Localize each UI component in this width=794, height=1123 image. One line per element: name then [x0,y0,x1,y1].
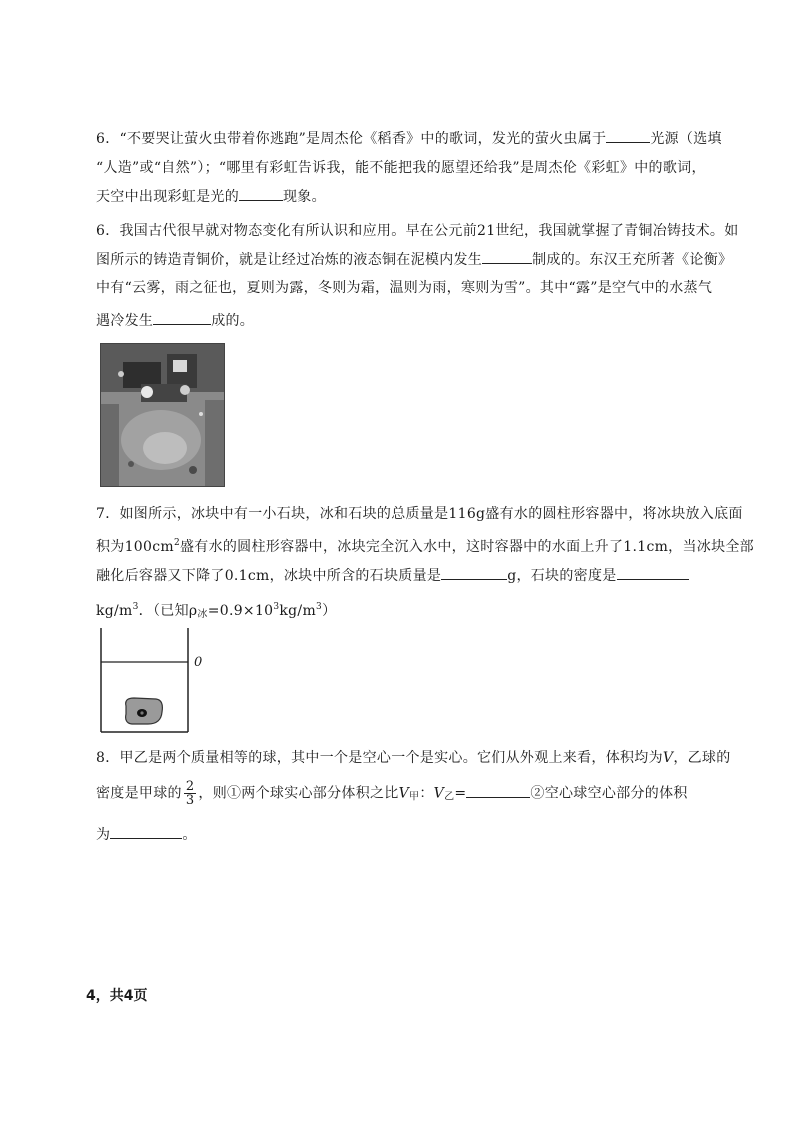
q6a-blank-1[interactable] [606,128,650,143]
beaker-label-o: 0 [194,655,203,670]
q6b-text: 遇冷发生 [96,313,154,329]
q8-text: 。 [182,827,197,843]
q7-blank-1[interactable] [441,565,507,580]
q7-superscript: 3 [273,602,280,612]
fraction-denominator: 3 [185,793,195,808]
q8-variable-v: V [662,750,674,766]
q6b-blank-1[interactable] [482,249,532,264]
q8-blank-1[interactable] [466,783,530,798]
q7-text: 7．如图所示，冰块中有一小石块，冰和石块的总质量是116g盛有水的圆柱形容器中，将冰块放入底面 [96,506,743,522]
q6a-text: “人造”或“自然”）；“哪里有彩虹告诉我，能不能把我的愿望还给我”是周杰伦《彩虹》中的歌词， [96,160,706,176]
q6b-text: 成的。 [211,313,255,329]
q6b-text: 制成的。东汉王充所著《论衡》 [532,252,733,268]
q6a-text: 光源（选填 [650,131,722,147]
q7-text: g，石块的密度是 [507,568,617,584]
fraction-numerator: 2 [185,779,195,794]
q8-text: ： [419,785,434,802]
q8-subscript: 甲 [409,791,420,803]
q8-text: ，乙球的 [673,750,731,766]
q7-text: 融化后容器又下降了0.1cm，冰块中所含的石块质量是 [96,568,442,584]
q8-line-3 [96,824,197,845]
q7-text: ．（已知ρ [138,603,198,619]
bronze-casting-image [101,344,224,486]
q6a-text: 天空中出现彩虹是光的 [96,189,239,205]
q7-superscript: 3 [316,602,323,612]
q8-line-2 [96,780,688,808]
q6b-text: 中有“云雾，雨之征也，夏则为露，冬则为霜，温则为雨，寒则为雪”。其中“露”是空气中的水蒸气 [96,280,713,296]
q8-blank-2[interactable] [110,824,182,839]
page-footer: 4，共4页 [86,988,148,1004]
q7-text: =0.9×10 [207,603,274,619]
q6a-line-2 [96,158,706,178]
q7-text: kg/m [279,603,317,619]
q8-text: ，则①两个球实心部分体积之比 [198,785,399,802]
beaker-diagram [98,628,218,734]
q6b-text: 6．我国古代很早就对物态变化有所认识和应用。早在公元前21世纪，我国就掌握了青铜冶铸技术。如 [96,223,739,239]
bronze-casting-photo [100,343,225,487]
q7-line-4 [96,597,336,625]
q6b-line-4 [96,310,254,331]
q7-text: 积为100cm [96,539,174,555]
q7-blank-2[interactable] [617,565,689,580]
q8-variable-v: V [398,785,410,802]
q6a-line-1 [96,128,722,149]
q7-subscript: 冰 [197,609,208,620]
q7-superscript: 3 [132,602,139,612]
q6a-text: 现象。 [283,189,326,205]
q6a-line-3 [96,186,326,207]
q6b-line-3 [96,278,712,298]
q6b-text: 图所示的铸造青铜价，就是让经过冶炼的液态铜在泥模内发生 [96,252,483,268]
q7-text: 盛有水的圆柱形容器中，冰块完全沉入水中，这时容器中的水面上升了1.1cm，当冰块全部 [179,539,754,555]
beaker-drawing [98,628,218,734]
q7-line-1 [96,504,743,524]
q6b-line-2 [96,249,732,270]
q6b-line-1 [96,221,739,241]
q7-superscript: 2 [173,538,180,548]
q8-text: = [454,785,467,802]
q7-line-3 [96,565,689,586]
q7-text: kg/m [96,603,133,619]
q8-subscript: 乙 [444,791,455,803]
q8-text: ②空心球空心部分的体积 [530,785,688,802]
q6a-text: 6．“不要哭让萤火虫带着你逃跑”是周杰伦《稻香》中的歌词，发光的萤火虫属于 [96,131,607,147]
q8-text: 密度是甲球的 [96,785,182,802]
q8-line-1 [96,748,731,768]
q8-variable-v: V [433,785,445,802]
q8-text: 8．甲乙是两个质量相等的球，其中一个是空心一个是实心。它们从外观上来看，体积均为 [96,750,663,766]
q6a-blank-2[interactable] [239,186,283,201]
q8-text: 为 [96,827,111,843]
q8-fraction [184,780,197,807]
q7-text: ） [322,603,337,619]
q6b-blank-2[interactable] [153,310,211,325]
q7-line-2 [96,533,754,557]
